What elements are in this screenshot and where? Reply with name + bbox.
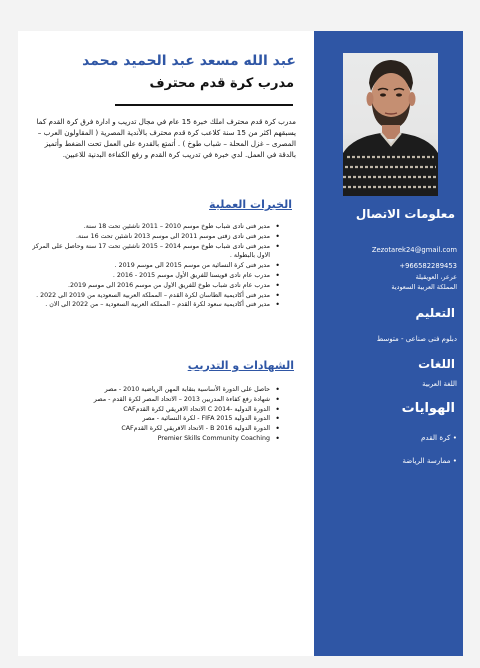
header-divider <box>115 104 293 106</box>
experience-list <box>30 222 284 310</box>
list-item: • مدير فنى كرة النسائية من موسم 2015 الى موسم 2019 . <box>30 261 270 271</box>
languages-heading: اللغات <box>418 357 455 371</box>
certificates-heading: الشهادات و التدريب <box>187 359 294 372</box>
list-item: • مدير فنى أكاديمية الطاسان لكرة القدم – المملكة العربية السعودية من 2019 الى 2022 . <box>30 291 270 301</box>
phone-number[interactable]: +966582289453 <box>399 262 457 270</box>
list-item: • مدرب عام نادى قويسنا للفريق الأول موسم 2015 - 2016 . <box>30 271 270 281</box>
list-item: • شهادة رفع كفاءة المدربين 2013 – الاتحاد المصر لكرة القدم - مصر <box>60 395 270 405</box>
list-item: • مدير فنى نادى شباب طوخ موسم 2014 – 2015 ناشئين تحت 17 سنة وحاصل على المركز الاول بالبطولة . <box>30 242 270 262</box>
hobby-label: كرة القدم <box>420 433 451 442</box>
city: عرعر، العويقيلة <box>415 273 457 281</box>
list-item: • مدرب عام نادى شباب طوخ للفريق الاول من موسم 2016 الى موسم 2019. <box>30 281 270 291</box>
list-item: • الدورة الدولية -C 2014 الاتحاد الافريقي لكرة القدمCAF <box>60 405 270 415</box>
certificates-list <box>60 385 284 444</box>
job-title: مدرب كرة قدم محترف <box>149 76 294 91</box>
contact-heading: معلومات الاتصال <box>355 207 455 221</box>
email[interactable]: Zezotarek24@gmail.com <box>371 246 457 254</box>
hobbies-heading: الهوايات <box>401 401 455 416</box>
list-item: • الدورة الدولية FIFA 2015 - لكرة النسائية - مصر <box>60 414 270 424</box>
profile-photo <box>343 53 438 196</box>
experience-heading: الخبرات العملية <box>209 198 292 211</box>
education-heading: التعليم <box>415 306 455 320</box>
full-name: عبد الله مسعد عبد الحميد محمد <box>82 53 296 69</box>
list-item: • Premier Skills Community Coaching <box>60 434 270 444</box>
person-portrait-icon <box>343 53 438 196</box>
list-item: • حاصل على الدورة الأساسية بنقابة المهن الرياضية 2010 - مصر <box>60 385 270 395</box>
education-value: دبلوم فنى صناعى - متوسط <box>376 335 457 343</box>
list-item: • الدورة الدولية B 2016 - الاتحاد الافريقي لكرة القدمCAF <box>60 424 270 434</box>
hobby-label: ممارسة الرياضة <box>402 456 451 465</box>
list-item: • مدير فنى نادى زفتى موسم 2011 الى موسم 2013 ناشئين تحت 16 سنة. <box>30 232 270 242</box>
language-value: اللغة العربية <box>422 380 457 388</box>
list-item: • مدير فنى نادى شباب طوخ موسم 2010 – 2011 ناشئين تحت 18 سنة. <box>30 222 270 232</box>
profile-summary: مدرب كرة قدم محترف املك خبرة 15 عام في مجال تدريب و ادارة فرق كرة القدم كما يسبقهم اكثر من 15 سنة كلاعب كرة قدم محترف بالأندية المصرية ( المقاولون العرب – المصرى – غزل المحلة – شباب طوخ ) . أتمتع بالقدرة على العمل تحت الضغط وأتميز بالدقة في العمل. لدي خبرة في تدريب كرة القدم و رفع الكفاءة البدنية للاعبين. <box>36 117 296 159</box>
country: المملكة العربية السعودية <box>391 283 457 291</box>
hobby-item: • ممارسة الرياضة <box>402 456 457 465</box>
hobby-item: • كرة القدم <box>420 433 457 442</box>
list-item: • مدير فنى أكاديمية سعود لكرة القدم – المملكة العربية السعودية – من 2022 الى الان . <box>30 300 270 310</box>
